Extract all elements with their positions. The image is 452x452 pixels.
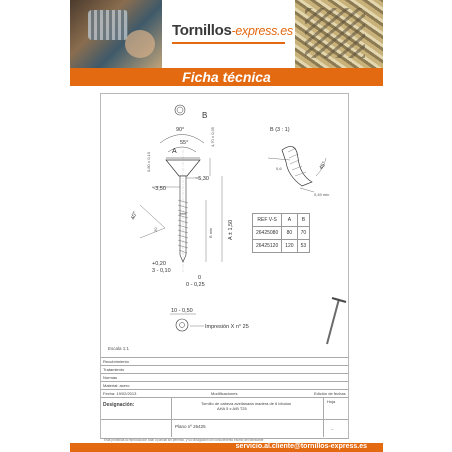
dim-tol-3: 0 xyxy=(198,275,202,281)
tb-sheet-label: Hoja xyxy=(327,399,336,404)
footer-email[interactable]: servicio.al.cliente@tornillos-express.es xyxy=(235,443,367,450)
table-cell: 70 xyxy=(297,227,310,240)
dim-detail-small: 0,49 min xyxy=(314,192,330,197)
dim-20: 20 xyxy=(153,227,158,232)
footer-bar xyxy=(70,443,383,452)
tb-designation-text2: AHA 5 x A/B T25 xyxy=(217,406,247,411)
page-title: Ficha técnica xyxy=(182,69,271,85)
dim-radius: 0,6 xyxy=(276,166,282,171)
torx-recess xyxy=(180,323,185,328)
view-label-a: A xyxy=(172,148,177,155)
bottom-view-circle xyxy=(176,319,188,331)
title-block xyxy=(101,357,348,438)
angle-45: 45° xyxy=(318,160,328,171)
tb-treatment: Tratamiento xyxy=(103,367,125,372)
tb-modifications: Modificaciones xyxy=(211,391,238,396)
tb-divider xyxy=(323,397,324,437)
table-row xyxy=(253,227,310,240)
dim-tol-1: +0,20 xyxy=(152,261,166,267)
dim-tol-4: 0 - 0,25 xyxy=(186,282,205,288)
angle-40-lines xyxy=(140,205,165,238)
legal-notice: Está prohibida la reproducción total o parcial sin permiso, y su divulgación sin conocimiento escrito del fabricante xyxy=(104,438,264,442)
angle-55: 55° xyxy=(180,140,189,146)
symbol-circle-inner xyxy=(177,107,183,113)
scale-label: Escala 1:1 xyxy=(108,346,130,351)
angle-40: 40° xyxy=(130,210,139,221)
brand-name-accent: -express.es xyxy=(231,24,293,38)
dim-thread: B min xyxy=(208,227,213,238)
tb-designation-text1: Tornillo de cabeza avellanada madera de 6 lóbulos xyxy=(201,401,292,406)
dim-tol-2: 3 - 0,10 xyxy=(152,268,171,274)
tb-divider xyxy=(171,397,172,437)
detail-profile xyxy=(282,146,312,186)
dim-bottom: 10 - 0,50 xyxy=(171,308,193,314)
tb-row-plan xyxy=(101,419,348,439)
table-cell: 26425120 xyxy=(253,240,282,253)
table-row xyxy=(253,240,310,253)
dim-5-30: ~5,30 xyxy=(195,176,209,182)
table-cell: 26425080 xyxy=(253,227,282,240)
col-a: A xyxy=(282,214,297,227)
col-b: B xyxy=(297,214,310,227)
tb-row-designation xyxy=(101,397,348,420)
angle-90: 90° xyxy=(176,127,185,133)
screw-render-shank xyxy=(327,299,339,344)
symbol-circle-outer xyxy=(175,105,185,115)
reference-table-header xyxy=(253,214,310,227)
table-cell: 120 xyxy=(282,240,297,253)
tb-designation-label: Designación: xyxy=(103,402,135,408)
dim-3-50: ~3,50 xyxy=(152,186,166,192)
dim-side: 0,80 ± 0,10 xyxy=(146,152,151,172)
tb-norms: Normas xyxy=(103,375,118,380)
table-cell: 80 xyxy=(282,227,297,240)
detail-leader xyxy=(300,188,314,192)
table-cell: 53 xyxy=(297,240,310,253)
dim-head: 4,70 ± 0,35 xyxy=(210,127,215,147)
tb-plan-number: Plano nº 26425 xyxy=(175,424,206,429)
dim-length: A ± 1,50 xyxy=(228,219,234,240)
tb-date: Fecha: 19/02/2013 xyxy=(103,391,137,396)
detail-label: B (3 : 1) xyxy=(270,127,290,133)
impression-label: Impresión X n° 25 xyxy=(205,324,249,330)
tb-sheet-value: -- xyxy=(331,426,334,431)
tb-material: Material: acero xyxy=(103,383,130,388)
col-ref: REF V-S xyxy=(253,214,282,227)
brand-name-main: Tornillos xyxy=(172,22,232,39)
tb-coating: Recubrimiento xyxy=(103,359,129,364)
tb-edit-dates: Edición de fechas xyxy=(314,391,346,396)
reference-table xyxy=(252,213,310,253)
view-label-b: B xyxy=(202,111,208,120)
